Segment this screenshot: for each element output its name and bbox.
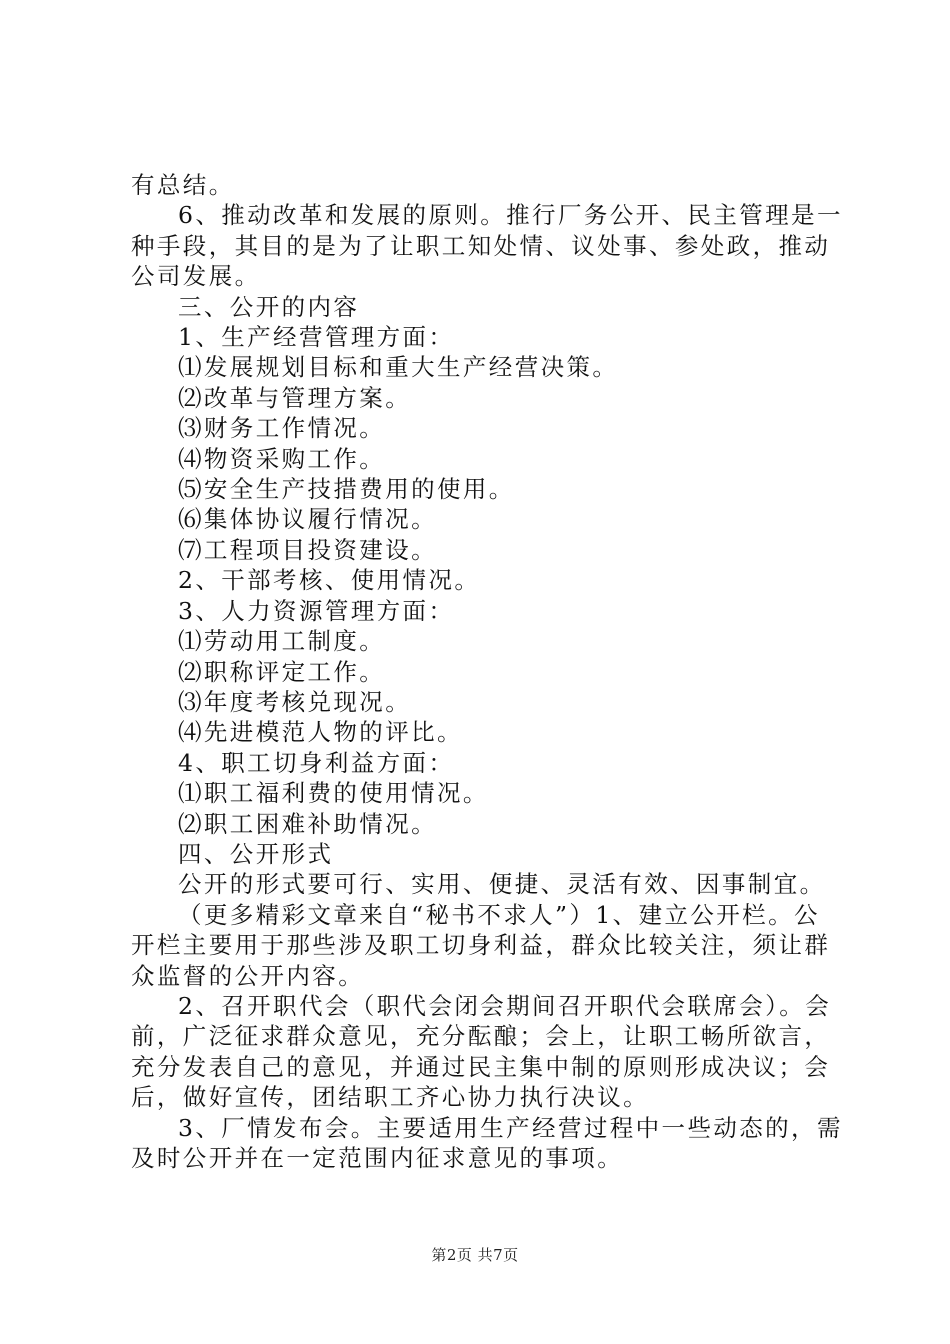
page-footer: [0, 1244, 950, 1265]
text-line: 后，做好宣传，团结职工齐心协力执行决议。: [131, 1083, 649, 1112]
list-item: ⑶年度考核兑现况。: [178, 687, 412, 716]
list-item: ⑷物资采购工作。: [178, 444, 386, 473]
text-line: 种手段，其目的是为了让职工知处情、议处事、参处政，推动: [131, 231, 831, 260]
list-item: ⑶财务工作情况。: [178, 414, 386, 443]
list-item: ⑴发展规划目标和重大生产经营决策。: [178, 353, 619, 382]
section-heading: 三、公开的内容: [178, 292, 360, 321]
list-item: ⑵职称评定工作。: [178, 657, 386, 686]
text-line: 开栏主要用于那些涉及职工切身利益，群众比较关注，须让群: [131, 931, 831, 960]
section-heading: 四、公开形式: [178, 839, 334, 868]
list-item: ⑴劳动用工制度。: [178, 627, 386, 656]
text-line: 众监督的公开内容。: [131, 961, 365, 990]
text-line: 4、职工切身利益方面：: [178, 748, 455, 777]
list-item: ⑵改革与管理方案。: [178, 383, 412, 412]
text-line: 公开的形式要可行、实用、便捷、灵活有效、因事制宜。: [178, 870, 826, 899]
list-item: ⑵职工困难补助情况。: [178, 809, 437, 838]
text-line: 及时公开并在一定范围内征求意见的事项。: [131, 1144, 624, 1172]
text-line: 2、干部考核、使用情况。: [178, 566, 481, 595]
list-item: ⑸安全生产技措费用的使用。: [178, 475, 515, 504]
text-line: 充分发表自己的意见，并通过民主集中制的原则形成决议；会: [131, 1052, 831, 1081]
document-body: [131, 170, 843, 1173]
text-line: 有总结。: [131, 171, 235, 199]
text-line: 前，广泛征求群众意见，充分酝酿；会上，让职工畅所欲言，: [131, 1022, 831, 1051]
text-line: 3、厂情发布会。主要适用生产经营过程中一些动态的，需: [178, 1113, 843, 1142]
text-line: 6、推动改革和发展的原则。推行厂务公开、民主管理是一: [178, 201, 843, 230]
text-line: 3、人力资源管理方面：: [178, 596, 455, 625]
list-item: ⑺工程项目投资建设。: [178, 535, 437, 564]
list-item: ⑷先进模范人物的评比。: [178, 718, 463, 747]
text-line: 公司发展。: [131, 262, 261, 291]
list-item: ⑴职工福利费的使用情况。: [178, 779, 489, 808]
text-line: 1、生产经营管理方面：: [178, 323, 455, 352]
text-line: 2、召开职代会（职代会闭会期间召开职代会联席会）。会: [178, 991, 832, 1020]
page-number-label: 第2页 共7页: [431, 1246, 519, 1264]
text-line: （更多精彩文章来自“秘书不求人”）1、建立公开栏。公: [178, 900, 820, 929]
list-item: ⑹集体协议履行情况。: [178, 505, 437, 534]
